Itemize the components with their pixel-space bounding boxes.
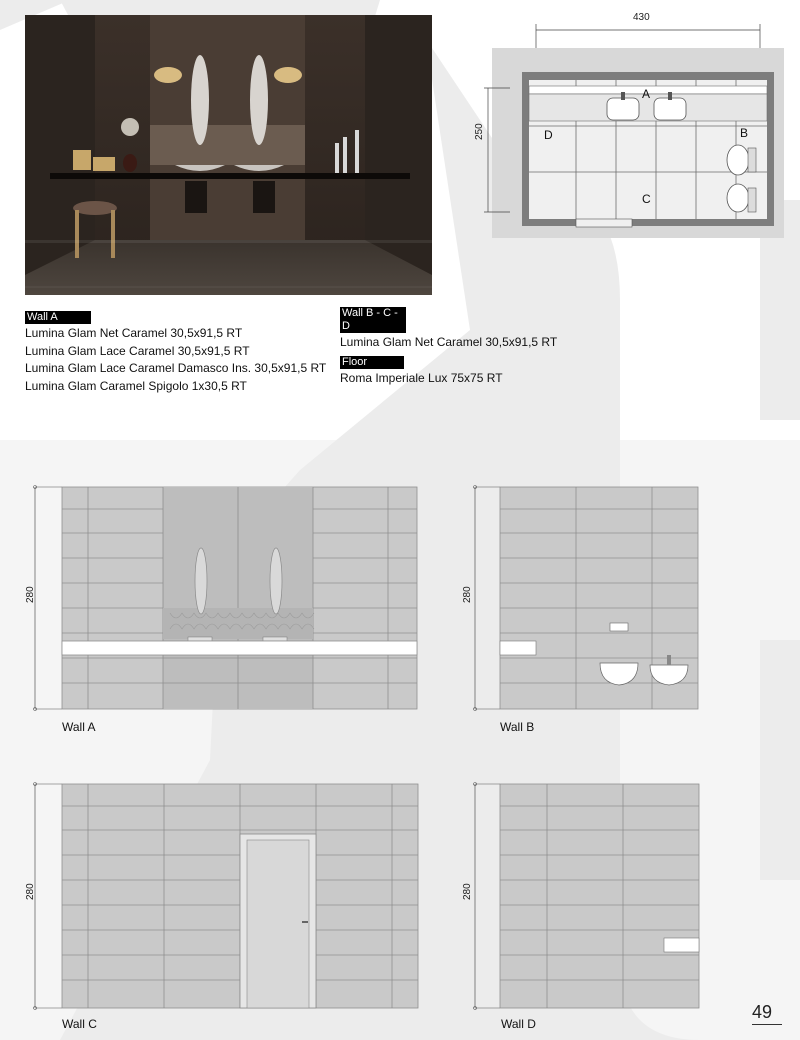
spec-wall-bcd-item: Lumina Glam Net Caramel 30,5x91,5 RT xyxy=(340,335,558,349)
spec-wall-a-tag: Wall A xyxy=(25,311,91,324)
wall-a-label: Wall A xyxy=(62,720,96,734)
wall-c-height-label: 280 xyxy=(25,883,36,900)
spec-wall-bcd-tag: Wall B - C - D xyxy=(340,307,406,333)
plan-wall-letter-b: B xyxy=(740,126,749,140)
spec-wall-a-item: Lumina Glam Lace Caramel 30,5x91,5 RT xyxy=(25,343,250,358)
wall-d-height-label: 280 xyxy=(462,883,473,900)
spec-floor-item: Roma Imperiale Lux 75x75 RT xyxy=(340,370,503,385)
wall-b-height-label: 280 xyxy=(462,586,473,603)
wall-a-counter xyxy=(62,641,417,655)
plan-depth-label: 250 xyxy=(474,123,485,140)
spec-wall-a-item: Lumina Glam Net Caramel 30,5x91,5 RT xyxy=(25,326,243,340)
spec-wall-a-item: Lumina Glam Caramel Spigolo 1x30,5 RT xyxy=(25,378,247,393)
plan-door xyxy=(576,219,632,227)
plan-width-label: 430 xyxy=(633,12,650,23)
wall-c-label: Wall C xyxy=(62,1017,97,1031)
sink-left xyxy=(188,637,212,641)
wall-a-damasco-band xyxy=(163,608,313,639)
sink-right xyxy=(263,637,287,641)
elevation-wall-c xyxy=(30,780,430,1015)
spec-wall-bcd xyxy=(340,307,557,387)
mirror-right xyxy=(270,548,282,614)
wall-b-counter-end xyxy=(500,641,536,655)
wall-d-counter-end xyxy=(664,938,699,952)
plan-bidet xyxy=(727,145,749,175)
spec-floor-tag: Floor xyxy=(340,356,404,369)
page-number: 49 xyxy=(752,1002,773,1022)
flush-plate xyxy=(610,623,628,631)
spec-wall-a-item: Lumina Glam Lace Caramel Damasco Ins. 30,5x91,5 RT xyxy=(25,361,327,375)
plan-toilet xyxy=(727,184,749,212)
plan-sink-left xyxy=(607,98,639,120)
wall-b-label: Wall B xyxy=(500,720,535,734)
bathroom-photo xyxy=(25,15,432,295)
wall-d-surface xyxy=(500,784,699,1008)
elevation-wall-b xyxy=(470,483,705,718)
page-number-rule xyxy=(752,1024,782,1025)
door-handle xyxy=(302,921,308,923)
wall-a-height-label: 280 xyxy=(25,586,36,603)
plan-wall-letter-c: C xyxy=(642,192,651,206)
plan-wall-letter-a: A xyxy=(642,87,651,101)
wall-d-label: Wall D xyxy=(501,1017,536,1031)
plan-wall-letter-d: D xyxy=(544,128,553,142)
elevation-wall-a xyxy=(30,483,430,718)
mirror-left xyxy=(195,548,207,614)
spec-wall-a xyxy=(25,307,326,395)
plan-sink-right xyxy=(654,98,686,120)
elevation-wall-d xyxy=(470,780,705,1015)
door-leaf xyxy=(247,840,309,1008)
